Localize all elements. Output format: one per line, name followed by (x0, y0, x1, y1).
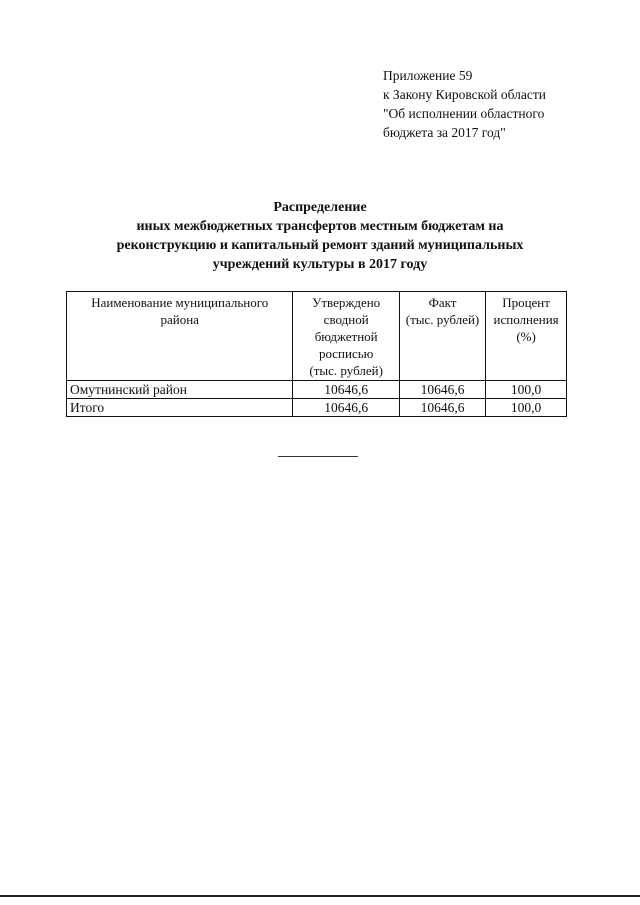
header-line: исполнения (493, 312, 559, 327)
cell-percent: 100,0 (486, 381, 567, 399)
cell-approved: 10646,6 (293, 381, 399, 399)
header-line: бюджетной (314, 329, 378, 344)
title-line: реконструкцию и капитальный ремонт зданий муниципальных (116, 238, 524, 253)
page-bottom-line (0, 895, 640, 897)
cell-total-percent: 100,0 (486, 399, 567, 417)
header-line: (тыс. рублей) (309, 363, 383, 378)
end-divider (278, 456, 358, 457)
header-actual (399, 292, 485, 381)
table-row (67, 381, 567, 399)
appendix-line: к Закону Кировской области (383, 87, 547, 102)
header-municipality (67, 292, 293, 381)
header-line: (тыс. рублей) (405, 312, 480, 327)
appendix-line: "Об исполнении областного (383, 106, 545, 121)
title-line: учреждений культуры в 2017 году (212, 257, 428, 272)
table-total-row (67, 399, 567, 417)
cell-municipality: Омутнинский район (67, 381, 293, 399)
cell-actual: 10646,6 (399, 381, 485, 399)
cell-total-label: Итого (67, 399, 293, 417)
header-line: района (160, 312, 199, 327)
distribution-table (66, 291, 567, 417)
appendix-line: Приложение 59 (383, 68, 473, 83)
document-title (60, 198, 580, 274)
header-line: росписью (318, 346, 374, 361)
header-percent (486, 292, 567, 381)
cell-total-approved: 10646,6 (293, 399, 399, 417)
header-approved (293, 292, 399, 381)
cell-total-actual: 10646,6 (399, 399, 485, 417)
header-line: (%) (516, 329, 536, 344)
title-line: Распределение (273, 200, 367, 215)
header-line: Наименование муниципального (91, 295, 269, 310)
header-line: Факт (428, 295, 457, 310)
header-line: Утверждено (312, 295, 381, 310)
header-line: Процент (502, 295, 550, 310)
appendix-note (383, 66, 546, 142)
title-line: иных межбюджетных трансфертов местным бюджетам на (136, 219, 504, 234)
appendix-line: бюджета за 2017 год" (383, 125, 506, 140)
header-line: сводной (323, 312, 369, 327)
table-header-row (67, 292, 567, 381)
